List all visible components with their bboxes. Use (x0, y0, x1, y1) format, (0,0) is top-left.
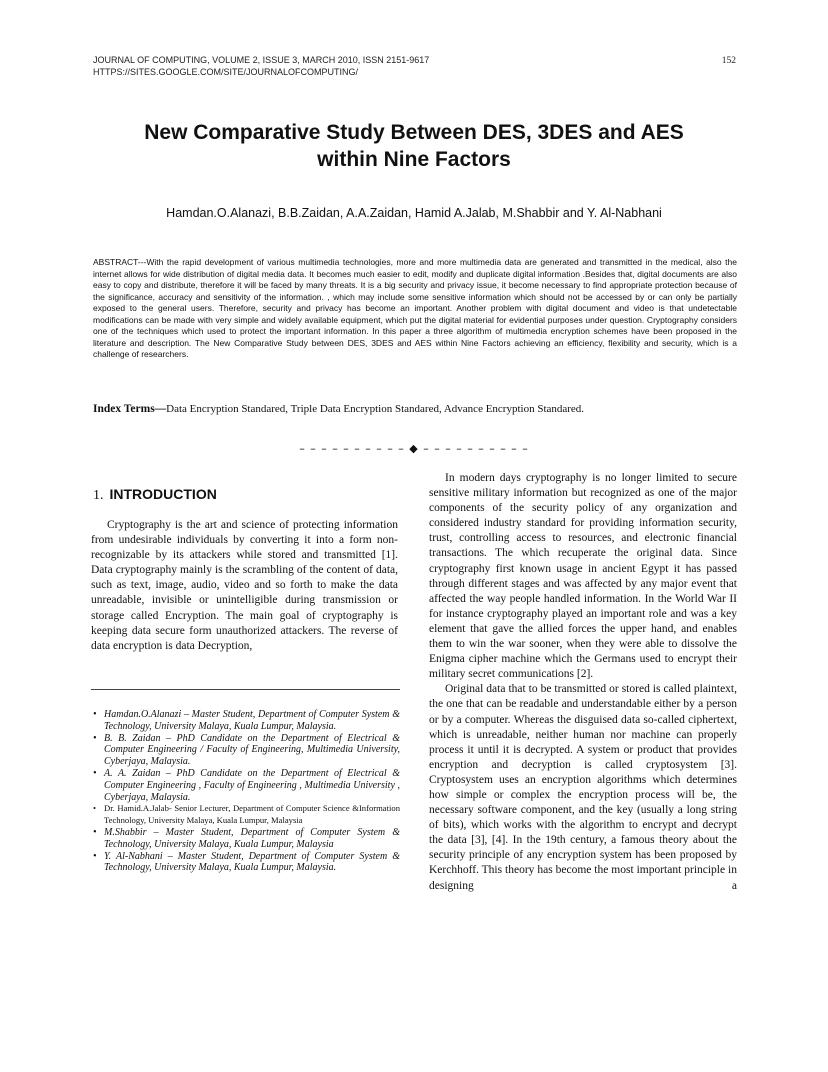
footnote-rule (91, 689, 400, 690)
journal-info: JOURNAL OF COMPUTING, VOLUME 2, ISSUE 3, MARCH 2010, ISSN 2151-9617 (93, 55, 430, 65)
footnote-item: • Y. Al-Nabhani – Master Student, Department of Computer System & Technology, University Malaya, Kuala Lumpur, Malaysia. (104, 851, 400, 875)
abstract: ABSTRACT---With the rapid development of various multimedia technologies, more and more multimedia data are generated and transmitted in the medical, also the internet allows for wide distribution of digital media data. It becomes much easier to edit, modify and duplicate digital information .Besides that, digital documents are also easy to copy and distribute, therefore it will be faced by many threats. It is a big security and privacy issue, it become necessary to find appropriate protection because of the significance, accuracy and sensitivity of the information. , which may include some sensitive information which should not be accessed by or can only be partially exposed to the general users. Therefore, security and privacy has become an important. Another problem with digital document and video is that undetectable modifications can be made with very simple and widely available equipment, which put the digital material for evidential purposes under question. Cryptography considers one of the techniques which used to protect the important information. In this paper a three algorithm of multimedia encryption schemes have been proposed in the literature and description. The New Comparative Study between DES, 3DES and AES within Nine Factors achieving an efficiency, flexibility and security, which is a challenge of researchers. (93, 257, 737, 359)
title-line-1: New Comparative Study Between DES, 3DES and AES (144, 121, 684, 144)
footnote-item: • Dr. Hamid.A.Jalab- Senior Lecturer, Department of Computer Science &Information Technology, University Malaya, Kuala Lumpur, Malaysia (104, 803, 400, 827)
left-column (91, 518, 398, 654)
index-terms-label: Index Terms— (93, 403, 167, 415)
body-paragraph: In modern days cryptography is no longer limited to secure sensitive military information but recognized as one of the major components of the security policy of any organization and considered industry standard for providing information security, trust, controlling access to resources, and electronic financial transactions. The which recuperate the original data. Since cryptography first known usage in ancient Egypt it has passed through different stages and was affected by any major event that affected the way people handled information. In the World War II for instance cryptography played an important role and was a key element that gave the allied forces the upper hand, and enables them to win the war sooner, when they were able to dissolve the Enigma cipher machine which the Germans used to encrypt their military secret communications [2]. (429, 472, 737, 681)
title-line-2: within Nine Factors (317, 148, 511, 171)
paper-title (80, 119, 748, 173)
index-terms (93, 403, 743, 415)
section-divider: – – – – – – – – – – ◆ – – – – – – – – – – (299, 442, 529, 455)
footnote-item: • Hamdan.O.Alanazi – Master Student, Department of Computer System & Technology, University Malaya, Kuala Lumpur, Malaysia. (104, 709, 400, 733)
section-heading (93, 486, 217, 504)
body-paragraph: Original data that to be transmitted or stored is called plaintext, the one that can be readable and understandable either by a person or by a computer. Whereas the disguised data so-called ciphertext, which is unreadable, neither human nor machine can properly process it until it is decrypted. A system or product that provides encryption and decryption is called cryptosystem [3]. Cryptosystem uses an encryption algorithms which determines how simple or complex the encryption process will be, the necessary software component, and the key (usually a long string of bits), which works with the algorithm to encrypt and decrypt the data [3], [4]. In the 19th century, a famous theory about the security principle of any encryption system has been proposed by Kerchhoff. This theory has become the most important principle in designing a (429, 683, 737, 892)
footnote-item: • A. A. Zaidan – PhD Candidate on the Department of Electrical & Computer Engineering , Faculty of Engineering , Multimedia University , Cyberjaya, Malaysia. (104, 768, 400, 803)
index-terms-text: Data Encryption Standared, Triple Data Encryption Standared, Advance Encryption Standared. (166, 403, 585, 415)
running-header (93, 55, 743, 78)
page-number: 152 (721, 56, 736, 66)
section-title: INTRODUCTION (109, 486, 217, 502)
author-list: Hamdan.O.Alanazi, B.B.Zaidan, A.A.Zaidan, Hamid A.Jalab, M.Shabbir and Y. Al-Nabhani (166, 206, 662, 220)
journal-url: HTTPS://SITES.GOOGLE.COM/SITE/JOURNALOFCOMPUTING/ (93, 66, 359, 77)
right-column (429, 471, 737, 894)
body-paragraph: Cryptography is the art and science of protecting information from undesirable individuals by converting it into a form non-recognizable by its attackers while stored and transmitted [1]. Data cryptography mainly is the scrambling of the content of data, such as text, image, audio, video and so forth to make the data unreadable, invisible or unintelligible during transmission or storage called Encryption. The main goal of cryptography is keeping data secure form unauthorized attackers. The reverse of data encryption is data Decryption, (91, 519, 398, 652)
footnote-item: • M.Shabbir – Master Student, Department of Computer System & Technology, University Malaya, Kuala Lumpur, Malaysia (104, 827, 400, 851)
author-footnotes (104, 709, 400, 874)
section-number: 1. (93, 488, 104, 503)
footnote-item: • B. B. Zaidan – PhD Candidate on the Department of Electrical & Computer Engineering / Faculty of Engineering, Multimedia University, Cyberjaya, Malaysia. (104, 733, 400, 768)
